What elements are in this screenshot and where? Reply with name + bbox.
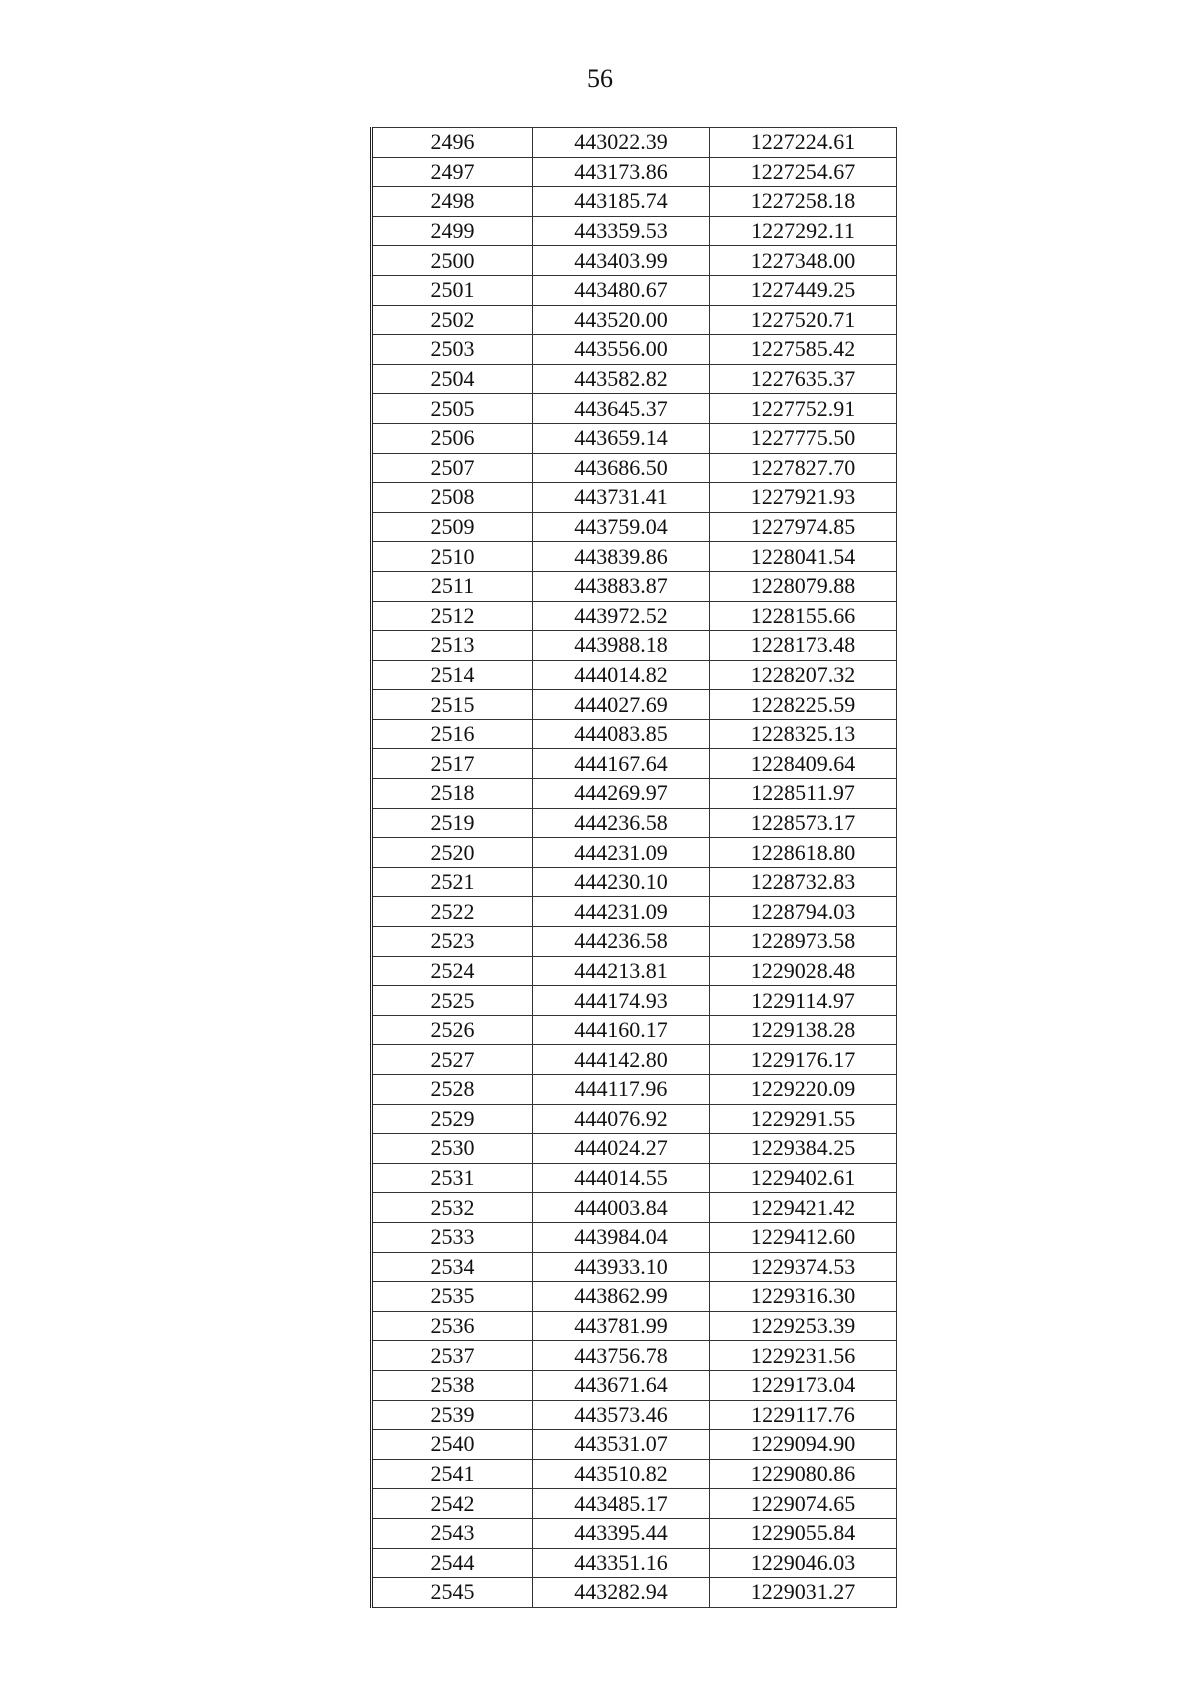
- point-number-cell: 2521: [372, 867, 533, 897]
- point-number-cell: 2512: [372, 601, 533, 631]
- x-coordinate-cell: 444236.58: [533, 927, 710, 957]
- point-number-cell: 2498: [372, 187, 533, 217]
- table-row: [372, 246, 897, 276]
- table-row: [372, 1341, 897, 1371]
- point-number-cell: 2517: [372, 749, 533, 779]
- table-row: [372, 1311, 897, 1341]
- point-number-cell: 2502: [372, 305, 533, 335]
- y-coordinate-cell: 1228618.80: [710, 838, 897, 868]
- table-row: [372, 838, 897, 868]
- x-coordinate-cell: 443556.00: [533, 335, 710, 365]
- x-coordinate-cell: 444230.10: [533, 867, 710, 897]
- point-number-cell: 2544: [372, 1548, 533, 1578]
- x-coordinate-cell: 443520.00: [533, 305, 710, 335]
- table-row: [372, 1400, 897, 1430]
- x-coordinate-cell: 444076.92: [533, 1104, 710, 1134]
- table-row: [372, 601, 897, 631]
- y-coordinate-cell: 1229117.76: [710, 1400, 897, 1430]
- point-number-cell: 2545: [372, 1578, 533, 1608]
- y-coordinate-cell: 1228325.13: [710, 719, 897, 749]
- table-row: [372, 1518, 897, 1548]
- x-coordinate-cell: 443022.39: [533, 128, 710, 158]
- y-coordinate-cell: 1229374.53: [710, 1252, 897, 1282]
- x-coordinate-cell: 444231.09: [533, 838, 710, 868]
- x-coordinate-cell: 444231.09: [533, 897, 710, 927]
- y-coordinate-cell: 1229031.27: [710, 1578, 897, 1608]
- x-coordinate-cell: 444160.17: [533, 1015, 710, 1045]
- point-number-cell: 2538: [372, 1370, 533, 1400]
- table-row: [372, 808, 897, 838]
- point-number-cell: 2511: [372, 571, 533, 601]
- table-row: [372, 1548, 897, 1578]
- y-coordinate-cell: 1228225.59: [710, 690, 897, 720]
- y-coordinate-cell: 1228173.48: [710, 631, 897, 661]
- table-row: [372, 986, 897, 1016]
- table-row: [372, 897, 897, 927]
- table-row: [372, 779, 897, 809]
- table-row: [372, 542, 897, 572]
- x-coordinate-cell: 443756.78: [533, 1341, 710, 1371]
- x-coordinate-cell: 443984.04: [533, 1222, 710, 1252]
- table-row: [372, 631, 897, 661]
- y-coordinate-cell: 1229046.03: [710, 1548, 897, 1578]
- table-row: [372, 1578, 897, 1608]
- table-row: [372, 690, 897, 720]
- x-coordinate-cell: 443485.17: [533, 1489, 710, 1519]
- y-coordinate-cell: 1229316.30: [710, 1282, 897, 1312]
- table-row: [372, 216, 897, 246]
- table-row: [372, 1430, 897, 1460]
- table-row: [372, 956, 897, 986]
- point-number-cell: 2530: [372, 1134, 533, 1164]
- coordinates-table-body: [372, 128, 897, 1608]
- point-number-cell: 2499: [372, 216, 533, 246]
- x-coordinate-cell: 443862.99: [533, 1282, 710, 1312]
- table-row: [372, 719, 897, 749]
- point-number-cell: 2503: [372, 335, 533, 365]
- point-number-cell: 2518: [372, 779, 533, 809]
- point-number-cell: 2520: [372, 838, 533, 868]
- y-coordinate-cell: 1229421.42: [710, 1193, 897, 1223]
- point-number-cell: 2536: [372, 1311, 533, 1341]
- table-row: [372, 1370, 897, 1400]
- y-coordinate-cell: 1227635.37: [710, 364, 897, 394]
- point-number-cell: 2524: [372, 956, 533, 986]
- x-coordinate-cell: 443988.18: [533, 631, 710, 661]
- x-coordinate-cell: 443972.52: [533, 601, 710, 631]
- point-number-cell: 2531: [372, 1163, 533, 1193]
- y-coordinate-cell: 1227921.93: [710, 483, 897, 513]
- y-coordinate-cell: 1228409.64: [710, 749, 897, 779]
- point-number-cell: 2513: [372, 631, 533, 661]
- table-row: [372, 335, 897, 365]
- point-number-cell: 2532: [372, 1193, 533, 1223]
- point-number-cell: 2523: [372, 927, 533, 957]
- point-number-cell: 2514: [372, 660, 533, 690]
- point-number-cell: 2527: [372, 1045, 533, 1075]
- x-coordinate-cell: 443582.82: [533, 364, 710, 394]
- table-row: [372, 867, 897, 897]
- x-coordinate-cell: 443395.44: [533, 1518, 710, 1548]
- point-number-cell: 2526: [372, 1015, 533, 1045]
- point-number-cell: 2533: [372, 1222, 533, 1252]
- y-coordinate-cell: 1227254.67: [710, 157, 897, 187]
- point-number-cell: 2507: [372, 453, 533, 483]
- point-number-cell: 2496: [372, 128, 533, 158]
- table-row: [372, 305, 897, 335]
- x-coordinate-cell: 443731.41: [533, 483, 710, 513]
- y-coordinate-cell: 1229253.39: [710, 1311, 897, 1341]
- y-coordinate-cell: 1227974.85: [710, 512, 897, 542]
- x-coordinate-cell: 443933.10: [533, 1252, 710, 1282]
- table-row: [372, 571, 897, 601]
- x-coordinate-cell: 443659.14: [533, 423, 710, 453]
- table-row: [372, 187, 897, 217]
- y-coordinate-cell: 1229384.25: [710, 1134, 897, 1164]
- point-number-cell: 2522: [372, 897, 533, 927]
- x-coordinate-cell: 443510.82: [533, 1459, 710, 1489]
- y-coordinate-cell: 1228155.66: [710, 601, 897, 631]
- y-coordinate-cell: 1227348.00: [710, 246, 897, 276]
- x-coordinate-cell: 443359.53: [533, 216, 710, 246]
- table-row: [372, 1459, 897, 1489]
- x-coordinate-cell: 443573.46: [533, 1400, 710, 1430]
- x-coordinate-cell: 443759.04: [533, 512, 710, 542]
- table-row: [372, 1193, 897, 1223]
- table-row: [372, 128, 897, 158]
- table-row: [372, 1163, 897, 1193]
- table-row: [372, 423, 897, 453]
- y-coordinate-cell: 1229138.28: [710, 1015, 897, 1045]
- y-coordinate-cell: 1227585.42: [710, 335, 897, 365]
- x-coordinate-cell: 444236.58: [533, 808, 710, 838]
- table-row: [372, 1045, 897, 1075]
- x-coordinate-cell: 444269.97: [533, 779, 710, 809]
- y-coordinate-cell: 1228207.32: [710, 660, 897, 690]
- x-coordinate-cell: 443671.64: [533, 1370, 710, 1400]
- point-number-cell: 2515: [372, 690, 533, 720]
- x-coordinate-cell: 444024.27: [533, 1134, 710, 1164]
- x-coordinate-cell: 443173.86: [533, 157, 710, 187]
- point-number-cell: 2509: [372, 512, 533, 542]
- y-coordinate-cell: 1229055.84: [710, 1518, 897, 1548]
- point-number-cell: 2541: [372, 1459, 533, 1489]
- point-number-cell: 2528: [372, 1075, 533, 1105]
- x-coordinate-cell: 443531.07: [533, 1430, 710, 1460]
- x-coordinate-cell: 444003.84: [533, 1193, 710, 1223]
- point-number-cell: 2529: [372, 1104, 533, 1134]
- table-row: [372, 1075, 897, 1105]
- y-coordinate-cell: 1228041.54: [710, 542, 897, 572]
- point-number-cell: 2519: [372, 808, 533, 838]
- page-number: 56: [587, 64, 613, 93]
- table-row: [372, 453, 897, 483]
- point-number-cell: 2508: [372, 483, 533, 513]
- y-coordinate-cell: 1227449.25: [710, 275, 897, 305]
- table-row: [372, 512, 897, 542]
- y-coordinate-cell: 1228573.17: [710, 808, 897, 838]
- point-number-cell: 2535: [372, 1282, 533, 1312]
- y-coordinate-cell: 1227292.11: [710, 216, 897, 246]
- x-coordinate-cell: 444142.80: [533, 1045, 710, 1075]
- point-number-cell: 2542: [372, 1489, 533, 1519]
- y-coordinate-cell: 1229176.17: [710, 1045, 897, 1075]
- x-coordinate-cell: 443839.86: [533, 542, 710, 572]
- table-row: [372, 1222, 897, 1252]
- x-coordinate-cell: 443351.16: [533, 1548, 710, 1578]
- y-coordinate-cell: 1227258.18: [710, 187, 897, 217]
- y-coordinate-cell: 1228794.03: [710, 897, 897, 927]
- y-coordinate-cell: 1229231.56: [710, 1341, 897, 1371]
- table-row: [372, 1015, 897, 1045]
- point-number-cell: 2497: [372, 157, 533, 187]
- y-coordinate-cell: 1229173.04: [710, 1370, 897, 1400]
- table-row: [372, 157, 897, 187]
- table-row: [372, 364, 897, 394]
- point-number-cell: 2506: [372, 423, 533, 453]
- y-coordinate-cell: 1229220.09: [710, 1075, 897, 1105]
- point-number-cell: 2540: [372, 1430, 533, 1460]
- x-coordinate-cell: 443480.67: [533, 275, 710, 305]
- y-coordinate-cell: 1229080.86: [710, 1459, 897, 1489]
- y-coordinate-cell: 1228732.83: [710, 867, 897, 897]
- y-coordinate-cell: 1228079.88: [710, 571, 897, 601]
- y-coordinate-cell: 1229074.65: [710, 1489, 897, 1519]
- table-row: [372, 1104, 897, 1134]
- y-coordinate-cell: 1229291.55: [710, 1104, 897, 1134]
- table-row: [372, 1489, 897, 1519]
- x-coordinate-cell: 444174.93: [533, 986, 710, 1016]
- y-coordinate-cell: 1229412.60: [710, 1222, 897, 1252]
- table-row: [372, 927, 897, 957]
- x-coordinate-cell: 444117.96: [533, 1075, 710, 1105]
- point-number-cell: 2525: [372, 986, 533, 1016]
- point-number-cell: 2537: [372, 1341, 533, 1371]
- x-coordinate-cell: 443686.50: [533, 453, 710, 483]
- y-coordinate-cell: 1227775.50: [710, 423, 897, 453]
- y-coordinate-cell: 1228973.58: [710, 927, 897, 957]
- coordinates-table: [370, 127, 897, 1608]
- x-coordinate-cell: 444014.55: [533, 1163, 710, 1193]
- y-coordinate-cell: 1228511.97: [710, 779, 897, 809]
- point-number-cell: 2510: [372, 542, 533, 572]
- y-coordinate-cell: 1227752.91: [710, 394, 897, 424]
- point-number-cell: 2516: [372, 719, 533, 749]
- x-coordinate-cell: 444014.82: [533, 660, 710, 690]
- x-coordinate-cell: 443282.94: [533, 1578, 710, 1608]
- point-number-cell: 2534: [372, 1252, 533, 1282]
- table-row: [372, 1282, 897, 1312]
- point-number-cell: 2539: [372, 1400, 533, 1430]
- x-coordinate-cell: 443403.99: [533, 246, 710, 276]
- table-row: [372, 394, 897, 424]
- point-number-cell: 2504: [372, 364, 533, 394]
- x-coordinate-cell: 443781.99: [533, 1311, 710, 1341]
- y-coordinate-cell: 1229094.90: [710, 1430, 897, 1460]
- y-coordinate-cell: 1229402.61: [710, 1163, 897, 1193]
- x-coordinate-cell: 443883.87: [533, 571, 710, 601]
- table-row: [372, 275, 897, 305]
- point-number-cell: 2501: [372, 275, 533, 305]
- x-coordinate-cell: 443185.74: [533, 187, 710, 217]
- x-coordinate-cell: 444027.69: [533, 690, 710, 720]
- y-coordinate-cell: 1227520.71: [710, 305, 897, 335]
- x-coordinate-cell: 444083.85: [533, 719, 710, 749]
- y-coordinate-cell: 1229114.97: [710, 986, 897, 1016]
- table-row: [372, 1252, 897, 1282]
- table-row: [372, 749, 897, 779]
- point-number-cell: 2500: [372, 246, 533, 276]
- table-row: [372, 1134, 897, 1164]
- y-coordinate-cell: 1229028.48: [710, 956, 897, 986]
- x-coordinate-cell: 444213.81: [533, 956, 710, 986]
- table-row: [372, 483, 897, 513]
- point-number-cell: 2505: [372, 394, 533, 424]
- table-row: [372, 660, 897, 690]
- x-coordinate-cell: 444167.64: [533, 749, 710, 779]
- y-coordinate-cell: 1227827.70: [710, 453, 897, 483]
- x-coordinate-cell: 443645.37: [533, 394, 710, 424]
- y-coordinate-cell: 1227224.61: [710, 128, 897, 158]
- point-number-cell: 2543: [372, 1518, 533, 1548]
